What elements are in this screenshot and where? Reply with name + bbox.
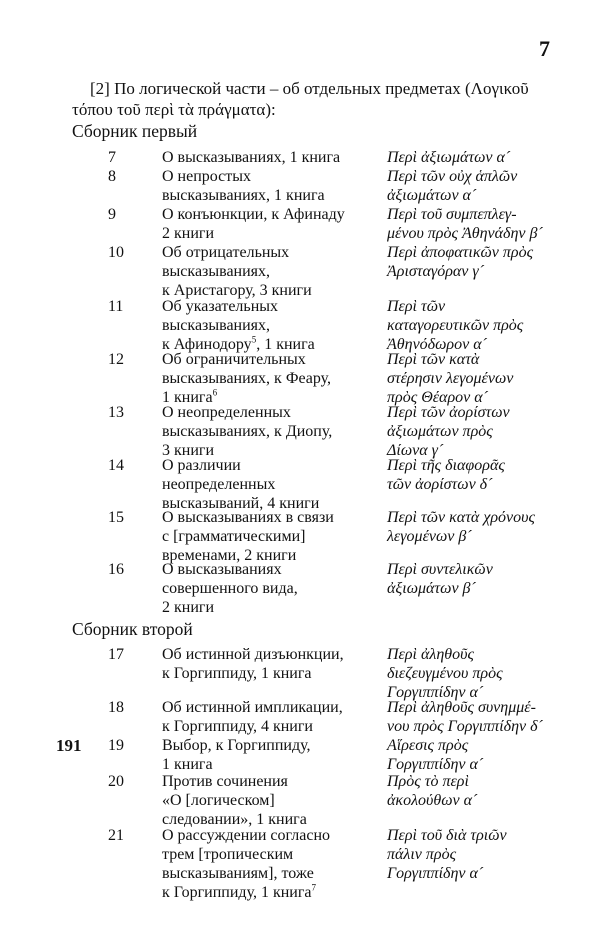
- entry-title-ru: [162, 350, 377, 407]
- page-number: 7: [539, 36, 550, 61]
- entry-number: 8: [108, 168, 116, 185]
- entry-title-gr: [387, 698, 572, 736]
- gr-line: Γοργιππίδην α´: [387, 865, 484, 882]
- ru-line: к Горгиппиду, 1 книга: [162, 665, 312, 682]
- entry-title-gr: [387, 736, 572, 774]
- ru-line: к Горгиппиду, 4 книги: [162, 718, 313, 735]
- footnote-marker: 6: [212, 387, 218, 398]
- ru-line: О непростых: [162, 168, 252, 185]
- entry-title-ru: [162, 148, 377, 167]
- ru-line: О высказываниях, 1 книга: [162, 149, 341, 166]
- ru-line: Об ограничительных: [162, 351, 306, 368]
- gr-line: Περὶ ἀληθοῦς: [387, 646, 474, 663]
- ru-line: следовании», 1 книга: [162, 811, 307, 828]
- entry-title-ru: [162, 698, 377, 736]
- ru-line: Об истинной импликации,: [162, 699, 343, 716]
- ru-line: О рассуждении согласно: [162, 827, 331, 844]
- gr-line: Περὶ τοῦ διὰ τριῶν: [387, 827, 507, 844]
- entry-title-ru: [162, 456, 377, 513]
- gr-line: Περὶ συντελικῶν: [387, 561, 493, 578]
- entry-title-gr: [387, 403, 572, 460]
- ru-line: к Аристагору, 3 книги: [162, 282, 312, 299]
- gr-line: Περὶ ἀξιωμάτων α´: [387, 149, 511, 166]
- entry-title-ru: [162, 508, 377, 565]
- entry-title-gr: [387, 350, 572, 407]
- ru-line: высказываниях, к Феару,: [162, 370, 332, 387]
- ru-line: 3 книги: [162, 442, 215, 459]
- gr-line: Περὶ τῶν κατὰ χρόνους: [387, 509, 535, 526]
- gr-line: πρὸς Θέαρον α´: [387, 389, 488, 406]
- ru-line: 2 книги: [162, 599, 215, 616]
- ru-line: «О [логическом]: [162, 792, 275, 809]
- ru-line: неопределенных: [162, 476, 276, 493]
- entry-number: 18: [108, 699, 124, 716]
- gr-line: ἀξιωμάτων πρὸς: [387, 423, 493, 440]
- gr-line: ἀξιωμάτων α´: [387, 187, 477, 204]
- ru-line: совершенного вида,: [162, 580, 298, 597]
- ru-line: О конъюнкции, к Афинаду: [162, 206, 345, 223]
- ru-line: О высказываниях: [162, 561, 282, 578]
- gr-line: Περὶ τῶν: [387, 298, 446, 315]
- ru-line: О неопределенных: [162, 404, 291, 421]
- ru-line: к Горгиппиду, 1 книга: [162, 884, 312, 901]
- entry-number: 16: [108, 561, 124, 578]
- ru-line: высказываниях, 1 книга: [162, 187, 325, 204]
- ru-line: высказываниях,: [162, 263, 271, 280]
- ru-line: к Афинодору: [162, 336, 252, 353]
- entry-title-gr: [387, 645, 572, 702]
- intro-line-2: τόπου τοῦ περὶ τὰ πράγματα):: [72, 100, 276, 119]
- entry-number: 14: [108, 457, 124, 474]
- ru-line: высказываниях,: [162, 317, 271, 334]
- gr-line: Γοργιππίδην α´: [387, 756, 484, 773]
- entry-title-ru: [162, 560, 377, 617]
- ru-line: высказываниях, к Диопу,: [162, 423, 333, 440]
- footnote-marker: 7: [311, 882, 317, 893]
- entry-number: 11: [108, 298, 124, 315]
- entry-title-ru: [162, 826, 377, 902]
- entry-title-gr: [387, 148, 572, 167]
- ru-line: Против сочинения: [162, 773, 288, 790]
- entry-number: 19: [108, 737, 124, 754]
- gr-line: Δίωνα γ´: [387, 442, 444, 459]
- entry-title-ru: [162, 205, 377, 243]
- gr-line: λεγομένων β´: [387, 528, 472, 545]
- entry-title-gr: [387, 508, 572, 546]
- gr-line: ἀξιωμάτων β´: [387, 580, 476, 597]
- entry-title-gr: [387, 456, 572, 494]
- gr-line: ἀκολούθων α´: [387, 792, 478, 809]
- gr-line: Περὶ τῶν ἀορίστων: [387, 404, 510, 421]
- collection-2-heading: Сборник второй: [72, 619, 193, 639]
- ru-line: временами, 2 книги: [162, 547, 297, 564]
- entry-number: 13: [108, 404, 124, 421]
- entry-title-ru: [162, 645, 377, 683]
- entry-number: 9: [108, 206, 116, 223]
- entry-number: 10: [108, 244, 124, 261]
- ru-line: Об истинной дизъюнкции,: [162, 646, 344, 663]
- gr-line: Περὶ τῶν κατὰ: [387, 351, 480, 368]
- gr-line: Περὶ τῆς διαφορᾶς: [387, 457, 505, 474]
- gr-line: Πρὸς τὸ περὶ: [387, 773, 469, 790]
- gr-line: νου πρὸς Γοργιππίδην δ´: [387, 718, 543, 735]
- entry-number: 17: [108, 646, 124, 663]
- entry-number: 21: [108, 827, 124, 844]
- gr-line: διεζευγμένου πρὸς: [387, 665, 503, 682]
- entry-title-ru: [162, 297, 377, 354]
- entry-title-ru: [162, 736, 377, 774]
- entry-title-gr: [387, 167, 572, 205]
- ru-line: 2 книги: [162, 225, 215, 242]
- entry-title-gr: [387, 205, 572, 243]
- gr-line: Περὶ ἀληθοῦς συνημμέ-: [387, 699, 536, 716]
- gr-line: στέρησιν λεγομένων: [387, 370, 514, 387]
- ru-line: высказываний, 4 книги: [162, 495, 320, 512]
- entry-number: 20: [108, 773, 124, 790]
- entry-number: 12: [108, 351, 124, 368]
- entry-title-ru: [162, 243, 377, 300]
- ru-line: Об указательных: [162, 298, 279, 315]
- intro-line-1: [2] По логической части – об отдельных предметах (Λογικοῦ: [90, 79, 529, 98]
- entry-title-ru: [162, 403, 377, 460]
- gr-line: Περὶ τοῦ συμπεπλεγ-: [387, 206, 517, 223]
- entry-title-gr: [387, 826, 572, 883]
- ru-line-end: , 1 книга: [256, 336, 315, 353]
- gr-line: καταγορευτικῶν πρὸς: [387, 317, 524, 334]
- gr-line: Γοργιππίδην α´: [387, 684, 484, 701]
- entry-title-ru: [162, 167, 377, 205]
- footnote-marker: 5: [251, 334, 257, 345]
- intro-paragraph: [72, 78, 562, 120]
- ru-line: высказываниям], тоже: [162, 865, 314, 882]
- ru-line: Выбор, к Горгиппиду,: [162, 737, 311, 754]
- ru-line: 1 книга: [162, 389, 213, 406]
- ru-line: трем [тропическим: [162, 846, 294, 863]
- margin-page-number: 191: [56, 736, 82, 755]
- entry-title-gr: [387, 772, 572, 810]
- ru-line: с [грамматическими]: [162, 528, 306, 545]
- gr-line: Περὶ τῶν οὐχ ἁπλῶν: [387, 168, 518, 185]
- ru-line: О различии: [162, 457, 241, 474]
- entry-title-gr: [387, 560, 572, 598]
- entry-title-gr: [387, 297, 572, 354]
- gr-line: Ἀρισταγόραν γ´: [387, 263, 485, 280]
- entry-number: 7: [108, 149, 116, 166]
- ru-line: О высказываниях в связи: [162, 509, 334, 526]
- entry-number: 15: [108, 509, 124, 526]
- gr-line: πάλιν πρὸς: [387, 846, 457, 863]
- entry-title-gr: [387, 243, 572, 281]
- gr-line: Ἀθηνόδωρον α´: [387, 336, 487, 353]
- gr-line: Αἵρεσις πρὸς: [387, 737, 469, 754]
- collection-1-heading: Сборник первый: [72, 121, 198, 141]
- ru-line: Об отрицательных: [162, 244, 290, 261]
- entry-title-ru: [162, 772, 377, 829]
- gr-line: μένου πρὸς Ἀθηνάδην β´: [387, 225, 543, 242]
- ru-line: 1 книга: [162, 756, 213, 773]
- gr-line: τῶν ἀορίστων δ´: [387, 476, 493, 493]
- gr-line: Περὶ ἀποφατικῶν πρὸς: [387, 244, 534, 261]
